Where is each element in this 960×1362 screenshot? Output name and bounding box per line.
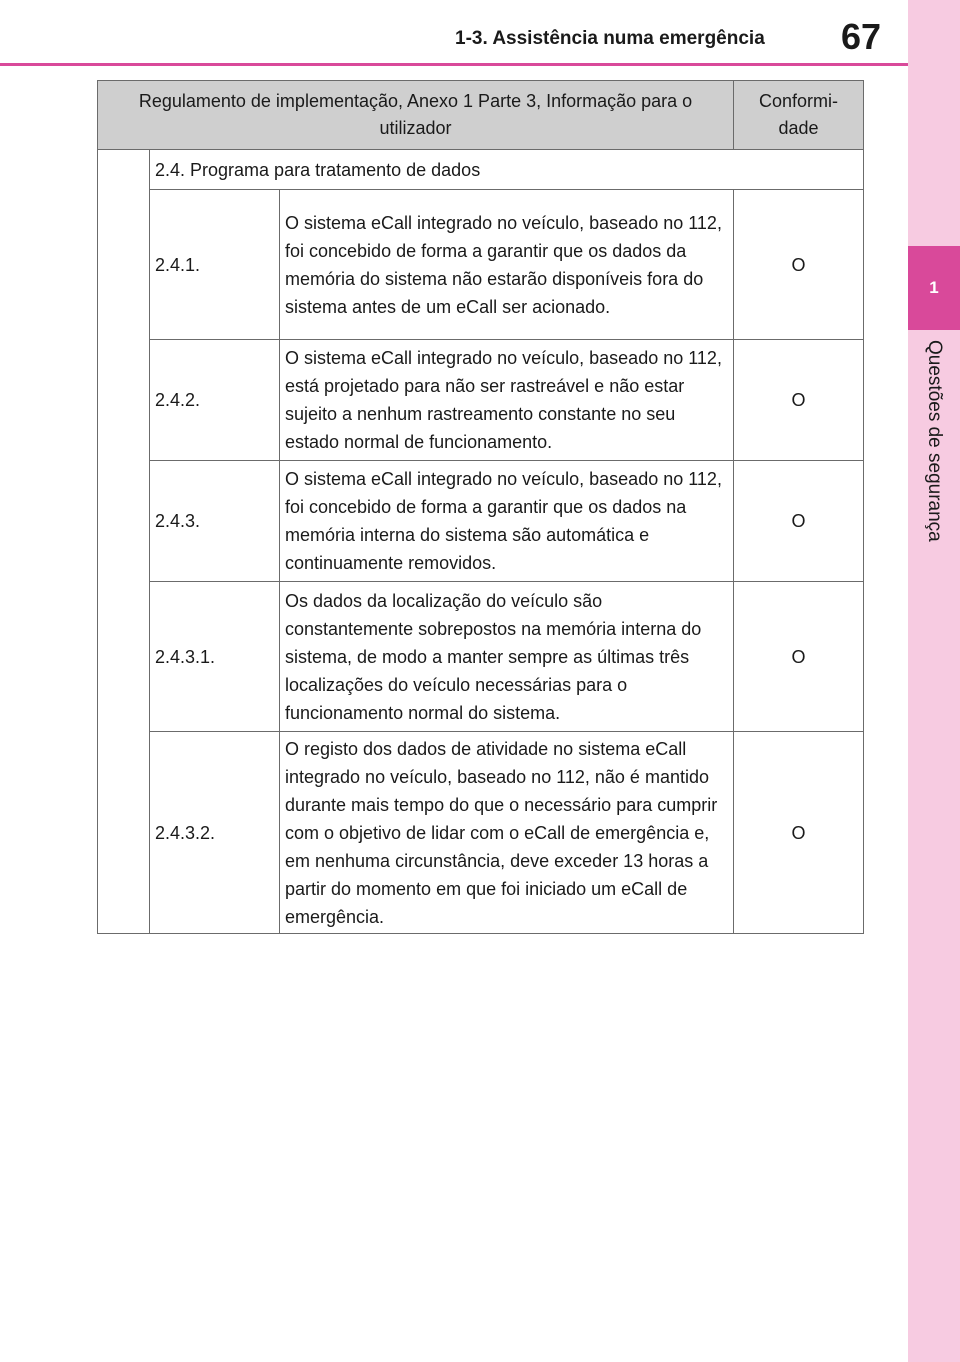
chapter-side-tab bbox=[908, 0, 960, 1362]
header-divider bbox=[0, 63, 908, 66]
table-row bbox=[98, 190, 864, 340]
page-number: 67 bbox=[840, 16, 882, 57]
row-number: 2.4.1. bbox=[150, 190, 280, 340]
chapter-title-vertical: Questões de segurança bbox=[924, 340, 945, 542]
row-conformity: O bbox=[734, 732, 864, 934]
row-conformity: O bbox=[734, 190, 864, 340]
regulation-table bbox=[97, 80, 864, 934]
row-number: 2.4.3.1. bbox=[150, 582, 280, 732]
table-row bbox=[98, 461, 864, 582]
running-header-title: 1-3. Assistência numa emergência bbox=[455, 28, 765, 49]
chapter-number-badge: 1 bbox=[908, 246, 960, 330]
header-conformity: Conformi-dade bbox=[734, 81, 864, 150]
row-conformity: O bbox=[734, 340, 864, 461]
row-description: O sistema eCall integrado no veículo, baseado no 112, está projetado para não ser rastreável e não estar sujeito a nenhum rastreamento constante no seu estado normal de funcionamento. bbox=[280, 340, 734, 461]
row-conformity: O bbox=[734, 582, 864, 732]
row-number: 2.4.3. bbox=[150, 461, 280, 582]
row-number: 2.4.3.2. bbox=[150, 732, 280, 934]
table-header-row bbox=[98, 81, 864, 150]
table-row bbox=[98, 150, 864, 190]
row-description: O sistema eCall integrado no veículo, baseado no 112, foi concebido de forma a garantir que os dados na memória interna do sistema são automática e continuamente removidos. bbox=[280, 461, 734, 582]
table-row bbox=[98, 732, 864, 934]
row-conformity: O bbox=[734, 461, 864, 582]
header-regulation: Regulamento de implementação, Anexo 1 Parte 3, Informação para o utilizador bbox=[98, 81, 734, 150]
table-row bbox=[98, 340, 864, 461]
section-heading: 2.4. Programa para tratamento de dados bbox=[150, 150, 864, 190]
row-description: O registo dos dados de atividade no sistema eCall integrado no veículo, baseado no 112, não é mantido durante mais tempo do que o necessário para cumprir com o objetivo de lidar com o eCall de emergência e, em nenhuma circunstância, deve exceder 13 horas a partir do momento em que foi iniciado um eCall de emergência. bbox=[280, 732, 734, 934]
row-description: O sistema eCall integrado no veículo, baseado no 112, foi concebido de forma a garantir que os dados da memória do sistema não estarão disponíveis fora do sistema antes de um eCall ser acionado. bbox=[280, 190, 734, 340]
row-description: Os dados da localização do veículo são constantemente sobrepostos na memória interna do sistema, de modo a manter sempre as últimas três localizações do veículo necessárias para o funcionamento normal do sistema. bbox=[280, 582, 734, 732]
indent-cell bbox=[98, 150, 150, 934]
table-row bbox=[98, 582, 864, 732]
row-number: 2.4.2. bbox=[150, 340, 280, 461]
